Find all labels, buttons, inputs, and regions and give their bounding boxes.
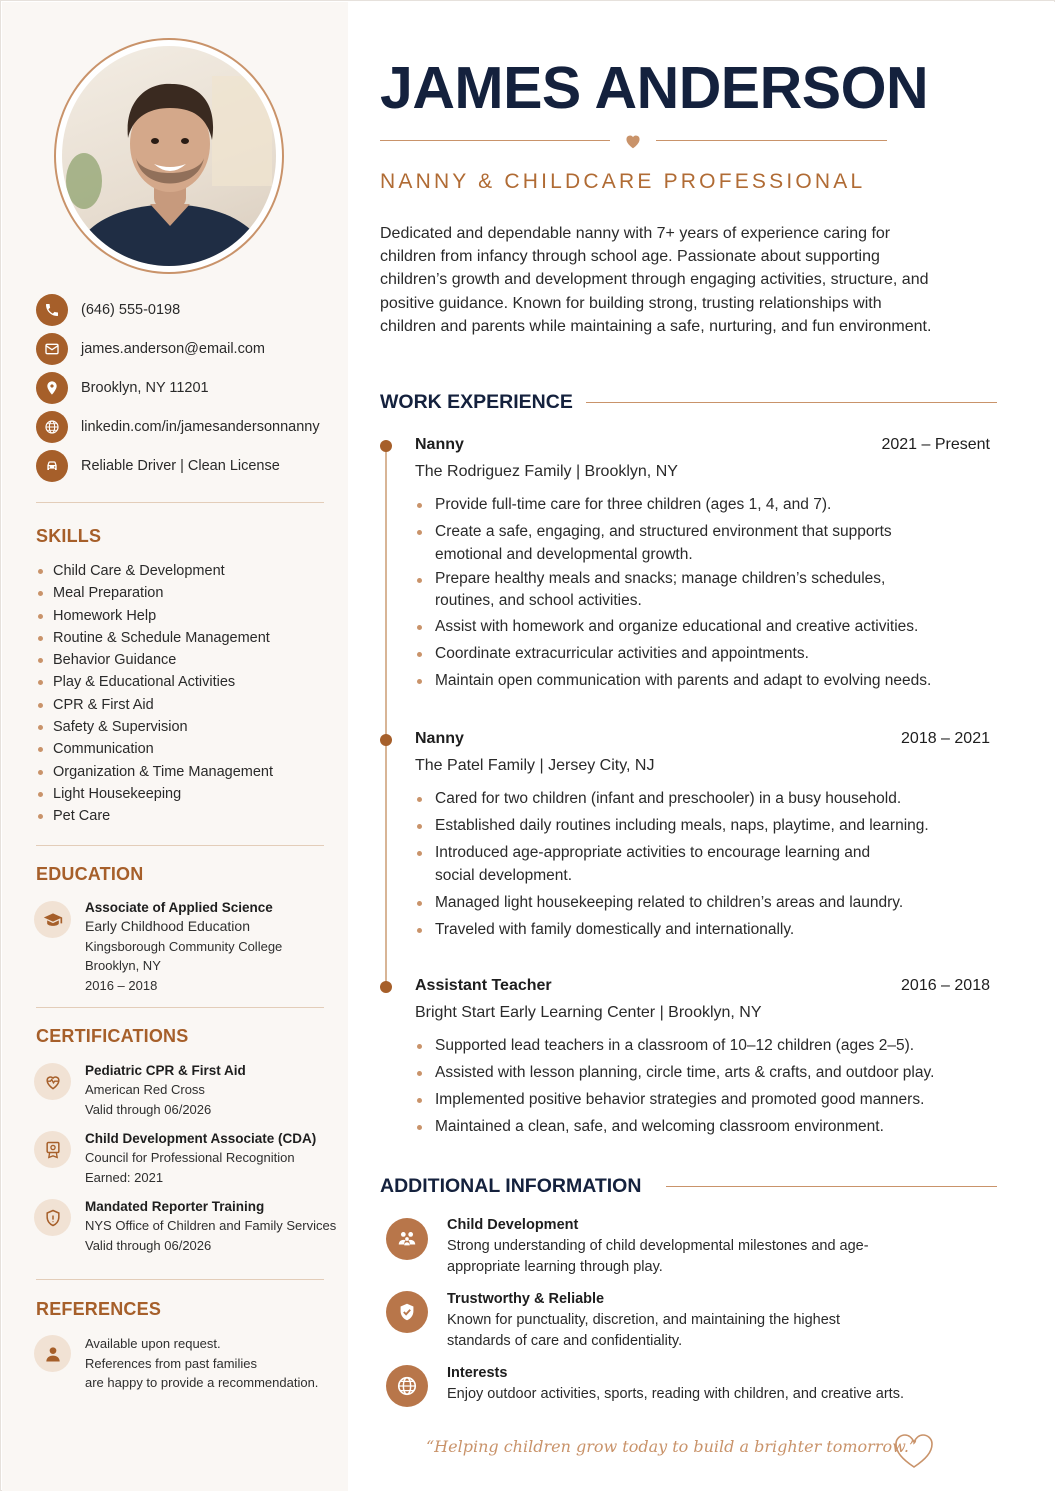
skill-item: Meal Preparation [36,582,273,604]
certification-entry [85,1061,246,1119]
job-bullet: Introduced age-appropriate activities to encourage learning and social development. [415,841,885,887]
job-bullets [415,493,975,692]
timeline-line [385,442,387,988]
job-bullet: Established daily routines including meals, naps, playtime, and learning. [415,814,975,837]
skill-item: Organization & Time Management [36,761,273,783]
heart-icon [624,133,642,154]
job-bullet: Prepare healthy meals and snacks; manage children’s schedules, routines, and school activities. [415,568,915,611]
certification-entry [85,1197,336,1255]
additional-information-heading: ADDITIONAL INFORMATION [380,1175,642,1197]
profile-photo [54,38,284,274]
profile-photo-portrait [62,46,276,266]
job-title: Nanny [415,436,464,453]
education-heading: EDUCATION [36,864,144,884]
sidebar-divider [36,1279,324,1280]
job-bullets [415,787,975,941]
additional-item-title: Trustworthy & Reliable [447,1291,605,1307]
location-pin-icon [36,372,68,404]
references-line: are happy to provide a recommendation. [85,1375,319,1390]
certification-issuer: American Red Cross [85,1082,205,1097]
contact-location [36,372,336,404]
skill-item: Light Housekeeping [36,783,273,805]
person-icon [34,1335,71,1372]
contact-location-text: Brooklyn, NY 11201 [81,380,209,396]
job-bullet: Maintained a clean, safe, and welcoming classroom environment. [415,1115,975,1138]
certification-title: Pediatric CPR & First Aid [85,1063,246,1078]
certification-note: Earned: 2021 [85,1169,164,1185]
references-heading: REFERENCES [36,1299,162,1319]
job-bullet: Cared for two children (infant and preschooler) in a busy household. [415,787,975,810]
ornament-line-right [656,140,887,141]
references-text [85,1334,318,1393]
references-line: Available upon request. [85,1336,221,1351]
education-degree: Associate of Applied Science [85,900,273,915]
sidebar [2,2,348,1491]
skill-item: Play & Educational Activities [36,671,273,693]
education-years: 2016 – 2018 [85,977,158,993]
additional-item-text: Strong understanding of child developmental milestones and age-appropriate learning through play. [447,1238,869,1275]
timeline-dot [380,981,392,993]
additional-item-title: Child Development [447,1217,579,1233]
education-field: Early Childhood Education [85,918,250,934]
shield-check-icon [386,1291,428,1333]
skill-item: Routine & Schedule Management [36,627,273,649]
education-school: Kingsborough Community College [85,938,283,954]
timeline-dot [380,440,392,452]
job-bullet: Assisted with lesson planning, circle time, arts & crafts, and outdoor play. [415,1061,975,1084]
contact-phone[interactable] [36,294,336,326]
contact-email-text: james.anderson@email.com [81,341,265,357]
additional-item-text: Enjoy outdoor activities, sports, reading with children, and creative arts. [447,1386,904,1402]
skill-item: Child Care & Development [36,560,273,582]
job-date: 2018 – 2021 [901,730,990,747]
certifications-heading: CERTIFICATIONS [36,1026,189,1046]
contact-phone-text: (646) 555-0198 [81,302,181,318]
globe-icon [386,1365,428,1407]
job-title: Assistant Teacher [415,977,552,994]
job-bullet: Implemented positive behavior strategies and promoted good manners. [415,1088,975,1111]
certification-note: Valid through 06/2026 [85,1101,212,1117]
certification-title: Child Development Associate (CDA) [85,1131,317,1146]
section-rule [586,402,997,403]
contact-linkedin-text: linkedin.com/in/jamesandersonnanny [81,419,320,435]
skill-item: Pet Care [36,805,273,827]
phone-icon [36,294,68,326]
job-bullets [415,1034,975,1138]
skill-item: Safety & Supervision [36,716,273,738]
car-icon [36,450,68,482]
portrait-illustration [62,46,276,266]
job-role-title: NANNY & CHILDCARE PROFESSIONAL [380,170,866,193]
profile-summary: Dedicated and dependable nanny with 7+ years of experience caring for children from infancy through school age. Passionate about supporting children’s growth and development through engaging activities, structure, and positive guidance. Known for building strong, trusting relationships with children and parents while maintaining a safe, nurturing, and fun environment. [380,225,932,335]
job-employer: The Rodriguez Family | Brooklyn, NY [415,463,678,480]
heart-outline-icon [894,1433,934,1476]
references-line: References from past families [85,1355,257,1371]
certification-issuer: Council for Professional Recognition [85,1150,295,1165]
skills-heading: SKILLS [36,526,102,546]
job-date: 2021 – Present [881,436,990,453]
additional-item [447,1215,987,1278]
work-experience-heading: WORK EXPERIENCE [380,391,573,413]
email-icon [36,333,68,365]
additional-item-text: Known for punctuality, discretion, and maintaining the highest standards of care and confidentiality. [447,1312,841,1349]
section-rule [666,1186,997,1187]
job-bullet: Maintain open communication with parents and adapt to evolving needs. [415,669,975,692]
timeline-dot [380,734,392,746]
additional-item [447,1289,987,1352]
job-employer: The Patel Family | Jersey City, NJ [415,757,655,774]
education-location: Brooklyn, NY [85,958,161,973]
sidebar-divider [36,845,324,846]
certification-title: Mandated Reporter Training [85,1199,265,1214]
certification-issuer: NYS Office of Children and Family Services [85,1218,337,1233]
shield-icon [34,1199,71,1236]
job-bullet: Coordinate extracurricular activities and appointments. [415,642,975,665]
sidebar-divider [36,502,324,503]
contact-driver [36,450,336,482]
skill-item: Homework Help [36,605,273,627]
sidebar-divider [36,1007,324,1008]
job-bullet: Supported lead teachers in a classroom of 10–12 children (ages 2–5). [415,1034,975,1057]
education-entry [85,898,282,995]
certification-note: Valid through 06/2026 [85,1237,212,1253]
job-date: 2016 – 2018 [901,977,990,994]
skill-item: Behavior Guidance [36,649,273,671]
contact-email[interactable] [36,333,336,365]
globe-icon [36,411,68,443]
job-bullet: Traveled with family domestically and internationally. [415,918,975,941]
contact-linkedin[interactable] [36,411,336,443]
contact-driver-text: Reliable Driver | Clean License [81,458,280,474]
skills-list [36,560,273,828]
job-employer: Bright Start Early Learning Center | Brooklyn, NY [415,1004,762,1021]
additional-item [447,1363,987,1405]
certificate-icon [34,1131,71,1168]
job-bullet: Create a safe, engaging, and structured environment that supports emotional and developmental growth. [415,520,915,566]
job-title: Nanny [415,730,464,747]
additional-item-title: Interests [447,1365,508,1381]
heart-pulse-icon [34,1063,71,1100]
skill-item: Communication [36,738,273,760]
footer-quote: “Helping children grow today to build a brighter tomorrow.” [426,1437,918,1456]
skill-item: CPR & First Aid [36,694,273,716]
candidate-name: JAMES ANDERSON [380,55,929,121]
graduation-cap-icon [34,901,71,938]
job-bullet: Managed light housekeeping related to children’s areas and laundry. [415,891,975,914]
job-bullet: Provide full-time care for three children (ages 1, 4, and 7). [415,493,975,516]
job-bullet: Assist with homework and organize educational and creative activities. [415,615,975,638]
certification-entry [85,1129,316,1187]
ornament-line-left [380,140,610,141]
main-content [348,2,1055,1491]
family-icon [386,1218,428,1260]
